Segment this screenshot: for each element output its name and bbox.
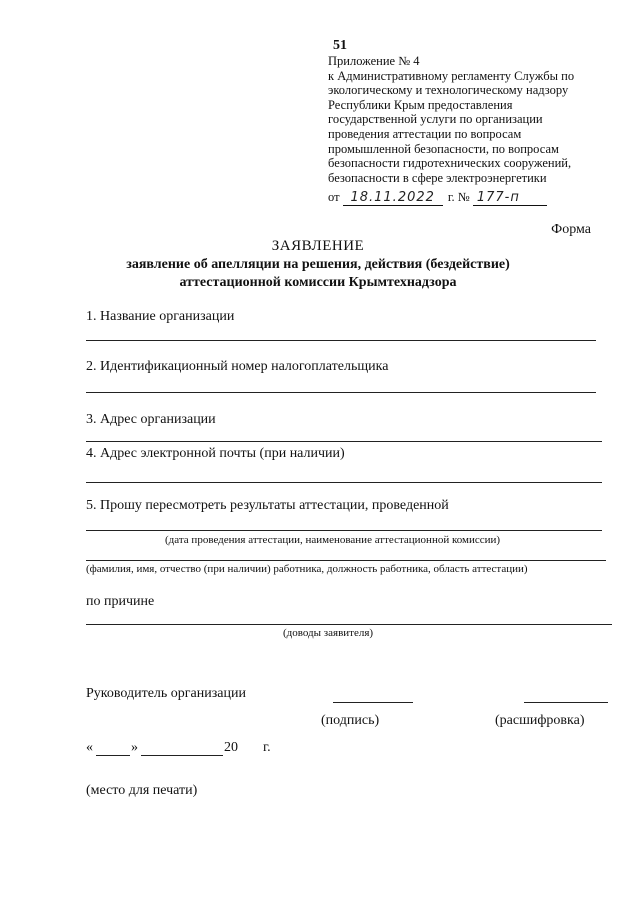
annex-line: промышленной безопасности, по вопросам	[328, 141, 559, 156]
document-subtitle-line2: аттестационной комиссии Крымтехнадзора	[179, 275, 457, 290]
head-of-organization-label: Руководитель организации	[86, 686, 246, 701]
field-org-name-label: 1. Название организации	[86, 309, 235, 324]
decode-caption: (расшифровка)	[495, 713, 585, 728]
annex-line: Приложение № 4	[328, 54, 420, 68]
reason-line[interactable]	[86, 624, 612, 625]
annex-line: безопасности в сфере электроэнергетики	[328, 170, 547, 185]
order-from-label: от	[328, 190, 340, 204]
date-open-quote: «	[86, 740, 93, 755]
signature-line[interactable]	[333, 702, 413, 703]
date-month-line[interactable]	[141, 755, 223, 756]
field-org-name-line[interactable]	[86, 340, 596, 341]
date-day-line[interactable]	[96, 755, 130, 756]
reason-label: по причине	[86, 594, 155, 609]
caption-employee: (фамилия, имя, отчество (при наличии) работника, должность работника, область аттестации)	[86, 563, 528, 575]
document-subtitle-line1: заявление об апелляции на решения, действия (бездействие)	[126, 257, 510, 272]
field-review-label: 5. Прошу пересмотреть результаты аттестации, проведенной	[86, 498, 449, 513]
field-address-line[interactable]	[86, 441, 602, 442]
annex-line: государственной услуги по организации	[328, 112, 543, 127]
date-year-prefix: 20	[224, 740, 238, 755]
order-date-handwritten: 18.11.2022	[343, 190, 443, 206]
field-tax-id-label: 2. Идентификационный номер налогоплательщика	[86, 359, 389, 374]
annex-line: экологическому и технологическому надзору	[328, 83, 569, 98]
date-close-quote: »	[131, 740, 138, 755]
form-label: Форма	[551, 222, 591, 237]
field-address-label: 3. Адрес организации	[86, 412, 216, 427]
page-number: 51	[333, 38, 347, 53]
caption-attestation-date: (дата проведения аттестации, наименование аттестационной комиссии)	[165, 534, 501, 546]
field-review-line[interactable]	[86, 530, 602, 531]
order-number-label: г. №	[447, 190, 470, 204]
field-tax-id-line[interactable]	[86, 392, 596, 393]
annex-line: проведения аттестации по вопросам	[328, 126, 522, 141]
decode-line[interactable]	[524, 702, 608, 703]
annex-line: Республики Крым предоставления	[328, 97, 513, 112]
stamp-place-label: (место для печати)	[86, 783, 198, 798]
annex-header	[328, 54, 574, 185]
order-reference	[328, 190, 547, 206]
field-employee-line[interactable]	[86, 560, 606, 561]
signature-caption: (подпись)	[321, 713, 380, 728]
field-email-line[interactable]	[86, 482, 602, 483]
field-email-label: 4. Адрес электронной почты (при наличии)	[86, 446, 345, 461]
annex-line: безопасности гидротехнических сооружений,	[328, 156, 572, 171]
date-year-suffix: г.	[263, 740, 271, 755]
annex-line: к Административному регламенту Службы по	[328, 68, 575, 83]
document-title: ЗАЯВЛЕНИЕ	[271, 238, 365, 254]
caption-arguments: (доводы заявителя)	[283, 627, 374, 639]
order-number-handwritten: 177-п	[473, 190, 547, 206]
